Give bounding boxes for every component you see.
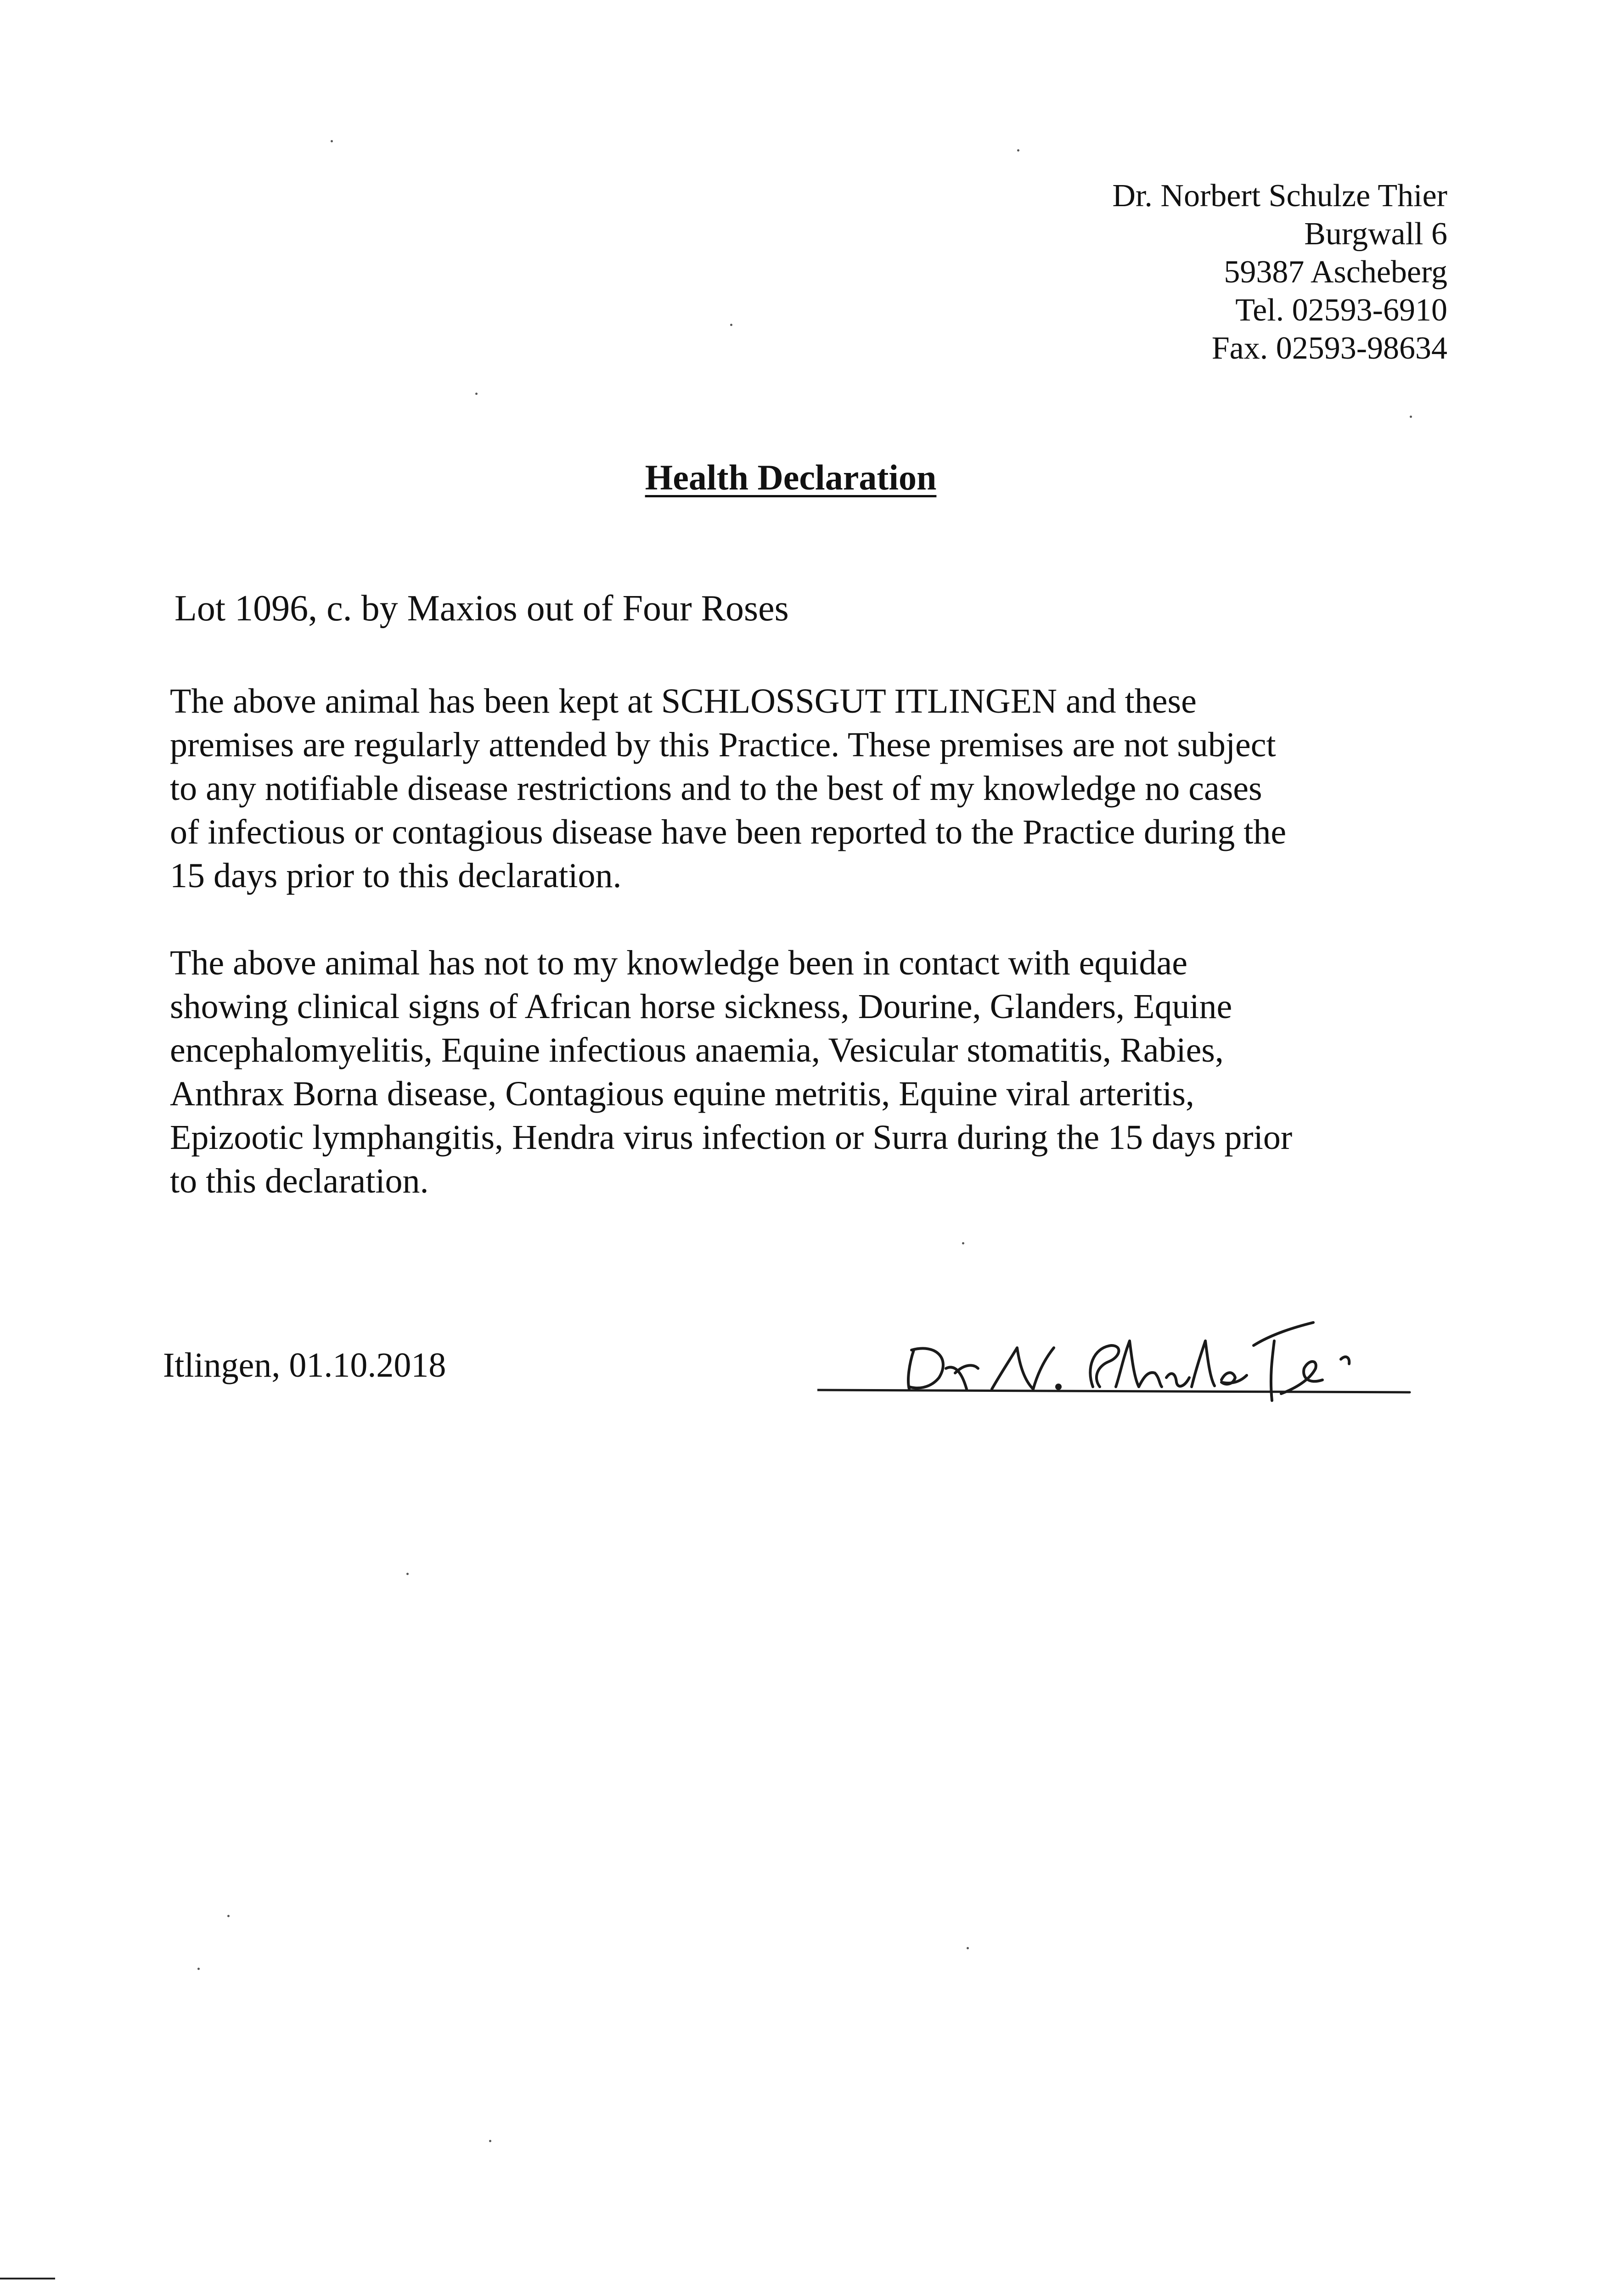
sender-street: Burgwall 6 xyxy=(1304,216,1447,252)
paragraph-line: to this declaration. xyxy=(170,1162,429,1200)
scan-speck xyxy=(962,1242,964,1244)
contact-paragraph xyxy=(170,941,1292,1203)
paragraph-line: 15 days prior to this declaration. xyxy=(170,856,622,895)
paragraph-line: to any notifiable disease restrictions and to the best of my knowledge no cases xyxy=(170,769,1262,808)
sender-phone: Tel. 02593-6910 xyxy=(1235,293,1447,328)
scan-speck xyxy=(331,140,333,142)
paragraph-line: premises are regularly attended by this Practice. These premises are not subject xyxy=(170,726,1276,764)
paragraph-line: The above animal has not to my knowledge been in contact with equidae xyxy=(170,944,1187,982)
premises-paragraph xyxy=(170,680,1286,898)
paragraph-line: showing clinical signs of African horse sickness, Dourine, Glanders, Equine xyxy=(170,987,1232,1026)
scan-speck xyxy=(730,324,732,326)
scan-speck xyxy=(475,393,478,395)
scan-edge-mark xyxy=(0,2278,55,2279)
sender-name: Dr. Norbert Schulze Thier xyxy=(1112,178,1447,214)
paragraph-line: The above animal has been kept at SCHLOSSGUT ITLINGEN and these xyxy=(170,682,1197,720)
scan-speck xyxy=(406,1573,409,1575)
scan-speck xyxy=(227,1915,230,1917)
scan-speck xyxy=(1017,149,1019,152)
scan-speck xyxy=(1410,416,1412,418)
place-and-date: Itlingen, 01.10.2018 xyxy=(163,1346,446,1384)
paragraph-line: encephalomyelitis, Equine infectious anaemia, Vesicular stomatitis, Rabies, xyxy=(170,1031,1224,1069)
scan-speck xyxy=(197,1968,200,1970)
scan-speck xyxy=(967,1947,969,1949)
paragraph-line: Epizootic lymphangitis, Hendra virus infection or Surra during the 15 days prior xyxy=(170,1118,1293,1157)
scan-speck xyxy=(489,2140,491,2142)
paragraph-line: Anthrax Borna disease, Contagious equine metritis, Equine viral arteritis, xyxy=(170,1075,1194,1113)
handwritten-signature-icon xyxy=(817,1295,1414,1414)
sender-address-block xyxy=(1112,177,1447,367)
document-title: Health Declaration xyxy=(645,457,937,497)
sender-city: 59387 Ascheberg xyxy=(1224,254,1447,290)
lot-description: Lot 1096, c. by Maxios out of Four Roses xyxy=(174,588,789,629)
paragraph-line: of infectious or contagious disease have been reported to the Practice during the xyxy=(170,813,1287,851)
sender-fax: Fax. 02593-98634 xyxy=(1211,331,1447,366)
